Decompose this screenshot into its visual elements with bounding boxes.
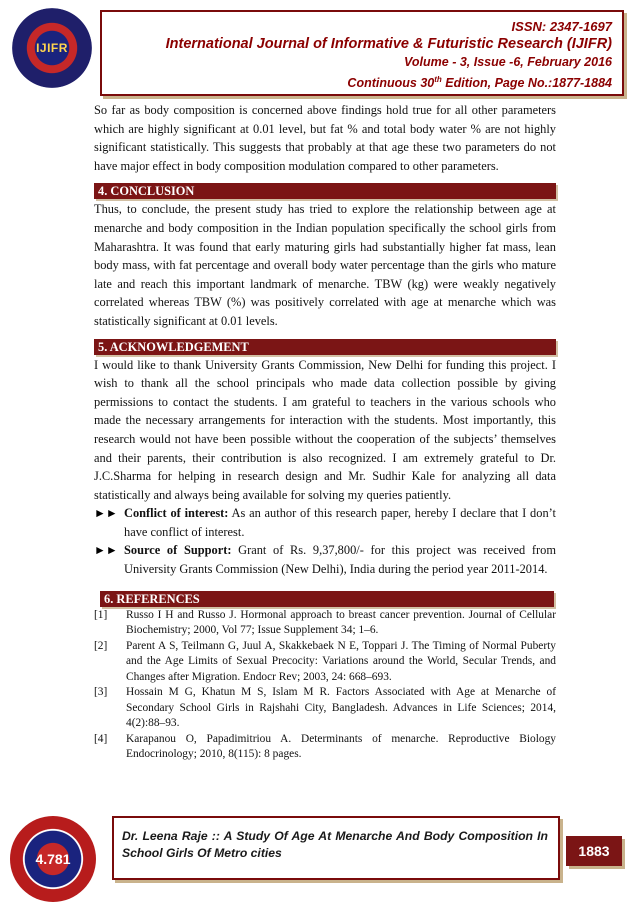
- section-heading-acknowledgement: 5. ACKNOWLEDGEMENT: [94, 339, 556, 355]
- journal-name: International Journal of Informative & Futuristic Research (IJIFR): [165, 36, 612, 52]
- reference-item: [3] Hossain M G, Khatun M S, Islam M R. Factors Associated with Age at Menarche of Secondary School Girls in Rajshahi City, Bangladesh. Advances in Life Sciences; 2014, 4(2):88–93.: [94, 686, 556, 730]
- edition-pages: Continuous 30th Edition, Page No.:1877-1884: [347, 75, 612, 91]
- issn: ISSN: 2347-1697: [511, 19, 612, 34]
- article-running-title: Dr. Leena Raje :: A Study Of Age At Menarche And Body Composition In School Girls Of Metro cities: [122, 829, 548, 860]
- section-heading-references: 6. REFERENCES: [100, 591, 554, 607]
- reference-list: [94, 608, 556, 763]
- acknowledgement-text: I would like to thank University Grants Commission, New Delhi for funding this project. I wish to thank all the school principals who made data collection possible by giving permissions to contact the students. I am grateful to teachers in the various schools who made the necessary arrangements for interaction with the students. Most importantly, this research would not have been possible without the cooperation of the subjects’ themselves and their parents, their contribution is also recognized. I am extremely grateful to Dr. J.C.Sharma for helping in research design and Mr. Sudhir Kale for analyzing all data statistically and always being available for solving my queries patiently.: [94, 357, 556, 502]
- impact-factor-seal: [10, 816, 96, 902]
- journal-info-box: [100, 10, 624, 96]
- journal-logo-text: IJIFR: [36, 41, 68, 55]
- volume-issue: Volume - 3, Issue -6, February 2016: [404, 55, 612, 69]
- impact-factor-value: 4.781: [35, 851, 71, 867]
- bullet-text: Grant of Rs. 9,37,800/- for this project was received from University Grants Commission (New Delhi), India during the period year 2011-2014.: [124, 543, 556, 577]
- conclusion-text: Thus, to conclude, the present study has tried to explore the relationship between age at menarche and body composition in the Indian population specifically the school girls from Maharashtra. It was found that early maturing girls had substantially higher fat mass, lean body mass, with fat percentage and overall body water percentage than the girls who mature late and reach this important landmark of menarche. TBW (kg) were weakly negatively correlated whereas TBW (%) was positively correlated with age at menarche which was statistically significant at 0.01 levels.: [94, 202, 556, 328]
- double-arrow-icon: ►►: [94, 506, 118, 521]
- double-arrow-icon: ►►: [94, 543, 118, 558]
- bullet-item: [94, 541, 556, 578]
- page-header: [0, 0, 638, 100]
- page-number: 1883: [566, 836, 622, 866]
- bullet-item: [94, 504, 556, 541]
- bullet-text: As an author of this research paper, hereby I declare that I don’t have conflict of interest.: [124, 506, 556, 539]
- reference-item: [4] Karapanou O, Papadimitriou A. Determinants of menarche. Reproductive Biology Endocrinology; 2010, 8(115): 8 pages.: [94, 732, 556, 761]
- journal-logo: [12, 8, 92, 88]
- article-body: [94, 101, 556, 763]
- reference-item: [2] Parent A S, Teilmann G, Juul A, Skakkebaek N E, Toppari J. The Timing of Normal Puberty and the Age Limits of Sexual Precocity: Variations around the World, Secular Trends, and Changes after Migration. Endocr Rev; 2003, 24: 668–693.: [94, 639, 556, 683]
- bullet-label: Conflict of interest:: [124, 506, 229, 521]
- article-title-box: [112, 816, 560, 880]
- intro-paragraph: So far as body composition is concerned above findings hold true for all other parameters which are highly significant at 0.01 level, but fat % and total body water % are not highly significant statistically. This suggests that probably at that age these two parameters do not have major effect in body composition modulation compared to other parameters.: [94, 103, 556, 173]
- reference-item: [1] Russo I H and Russo J. Hormonal approach to breast cancer prevention. Journal of Cellular Biochemistry; 2000, Vol 77; Issue Supplement 34; 1–6.: [94, 608, 556, 637]
- section-heading-conclusion: 4. CONCLUSION: [94, 183, 556, 199]
- bullet-label: Source of Support:: [124, 543, 232, 558]
- page-footer: [0, 808, 638, 903]
